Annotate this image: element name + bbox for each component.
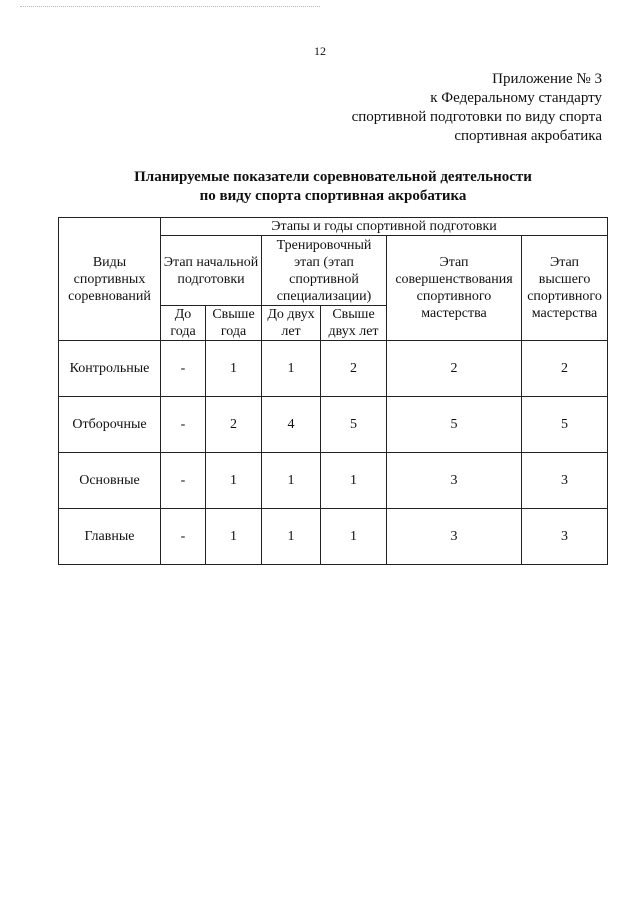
row-label: Отборочные (59, 397, 161, 453)
header-stage-training: Тренировочный этап (этап спортивной специализации) (262, 236, 387, 306)
table-cell: 3 (387, 509, 522, 565)
appendix-line: Приложение № 3 (492, 71, 602, 87)
appendix-header (352, 70, 602, 146)
table-cell: 3 (522, 453, 608, 509)
table-cell: 1 (206, 341, 262, 397)
table-cell: 4 (262, 397, 321, 453)
appendix-line: к Федеральному стандарту (430, 90, 602, 106)
header-over-two-years: Свыше двух лет (321, 306, 387, 341)
header-stage-improvement: Этап совершенствования спортивного мастерства (387, 236, 522, 341)
table-cell: 1 (206, 509, 262, 565)
header-competition-types: Виды спортивных соревнований (59, 218, 161, 341)
table-row (59, 509, 608, 565)
table-row (59, 341, 608, 397)
header-stages: Этапы и годы спортивной подготовки (161, 218, 608, 236)
table-cell: 1 (262, 453, 321, 509)
table-cell: 5 (321, 397, 387, 453)
table-cell: 2 (321, 341, 387, 397)
row-label: Контрольные (59, 341, 161, 397)
table-row (59, 453, 608, 509)
table-cell: 1 (321, 453, 387, 509)
table-cell: 3 (522, 509, 608, 565)
table-cell: - (161, 397, 206, 453)
row-label: Основные (59, 453, 161, 509)
table-cell: 1 (206, 453, 262, 509)
table-cell: 1 (262, 509, 321, 565)
appendix-line: спортивной подготовки по виду спорта (351, 109, 602, 125)
header-over-year: Свыше года (206, 306, 262, 341)
table-cell: - (161, 453, 206, 509)
table-cell: 2 (387, 341, 522, 397)
document-title (0, 168, 640, 206)
table-cell: 5 (387, 397, 522, 453)
table-cell: 1 (321, 509, 387, 565)
page-number: 12 (314, 44, 326, 58)
header-until-two-years: До двух лет (262, 306, 321, 341)
table-cell: - (161, 341, 206, 397)
scan-edge-mark (20, 6, 320, 8)
table-cell: 2 (522, 341, 608, 397)
row-label: Главные (59, 509, 161, 565)
title-line: по виду спорта спортивная акробатика (199, 188, 467, 204)
header-stage-higher: Этап высшего спортивного мастерства (522, 236, 608, 341)
header-until-year: До года (161, 306, 206, 341)
table-cell: 2 (206, 397, 262, 453)
table-row (59, 397, 608, 453)
competition-indicators-table (58, 217, 608, 565)
table-cell: 3 (387, 453, 522, 509)
table-cell: - (161, 509, 206, 565)
table-cell: 5 (522, 397, 608, 453)
header-stage-initial: Этап начальной подготовки (161, 236, 262, 306)
appendix-line: спортивная акробатика (454, 128, 602, 144)
title-line: Планируемые показатели соревновательной деятельности (134, 169, 532, 185)
table-cell: 1 (262, 341, 321, 397)
